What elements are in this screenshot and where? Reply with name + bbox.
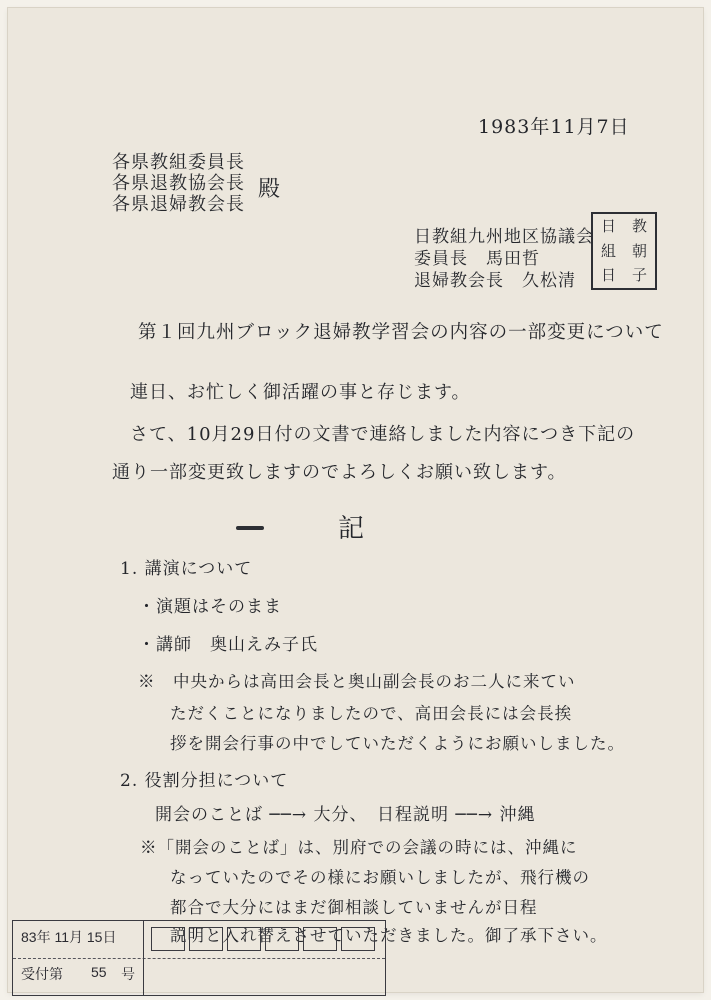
- item-1-subject: ・演題はそのまま: [138, 597, 282, 617]
- ki-heading: 記: [338, 514, 366, 544]
- item-2-note-line-3: 都合で大分にはまだ御相談していませんが日程: [170, 898, 538, 917]
- receipt-number: 55: [91, 964, 107, 980]
- document-date: 1983年11月7日: [478, 116, 630, 138]
- receipt-number-label: 受付第: [21, 966, 63, 982]
- item-2-note-line-2: なっていたのでその様にお願いしましたが、飛行機の: [170, 868, 590, 887]
- seal-stamp: [591, 212, 657, 290]
- honorific-tono: 殿: [258, 177, 282, 202]
- receipt-date: 83年 11月 15日: [21, 929, 117, 945]
- item-1-speaker: ・講師 奥山えみ子氏: [138, 635, 318, 655]
- seal-char: 朝: [631, 241, 647, 260]
- sender-chairman: 委員長 馬田哲: [414, 249, 540, 269]
- item-2-note-line-1: ※「開会のことば」は、別府での会議の時には、沖縄に: [140, 838, 578, 857]
- recipient-line-2: 各県退教協会長: [112, 173, 245, 194]
- item-1-note-line-3: 拶を開会行事の中でしていただくようにお願いしました。: [170, 734, 625, 753]
- sender-organization: 日教組九州地区協議会: [414, 227, 594, 247]
- item-1-note-line-1: ※ 中央からは高田会長と奥山副会長のお二人に来てい: [138, 672, 576, 691]
- stray-mark: [236, 526, 264, 530]
- receipt-number-suffix: 号: [121, 966, 135, 982]
- recipient-line-1: 各県教組委員長: [112, 152, 245, 173]
- item-2-roles: 開会のことば ──→ 大分、 日程説明 ──→ 沖縄: [155, 805, 536, 825]
- seal-char: 日: [600, 217, 616, 235]
- item-2-note-line-4: 説明と入れ替えさせていただきました。御了承下さい。: [170, 926, 608, 945]
- body-line-3: 通り一部変更致しますのでよろしくお願い致します。: [112, 462, 567, 483]
- recipient-line-3: 各県退婦教会長: [112, 194, 245, 215]
- item-2-heading: 2. 役割分担について: [120, 771, 289, 791]
- sender-retired-women-head: 退婦教会長 久松清: [414, 271, 576, 291]
- receipt-stamp: [12, 920, 386, 996]
- seal-char: 日: [600, 266, 616, 285]
- document-title: 第１回九州ブロック退婦教学習会の内容の一部変更について: [138, 322, 664, 343]
- seal-char: 子: [631, 266, 647, 285]
- item-1-note-line-2: ただくことになりましたので、高田会長には会長挨: [170, 704, 573, 723]
- seal-char: 教: [631, 217, 647, 235]
- item-1-heading: 1. 講演について: [120, 559, 253, 579]
- seal-char: 組: [600, 241, 616, 260]
- body-line-1: 連日、お忙しく御活躍の事と存じます。: [130, 382, 471, 403]
- body-line-2: さて、10月29日付の文書で連絡しました内容につき下記の: [130, 424, 636, 445]
